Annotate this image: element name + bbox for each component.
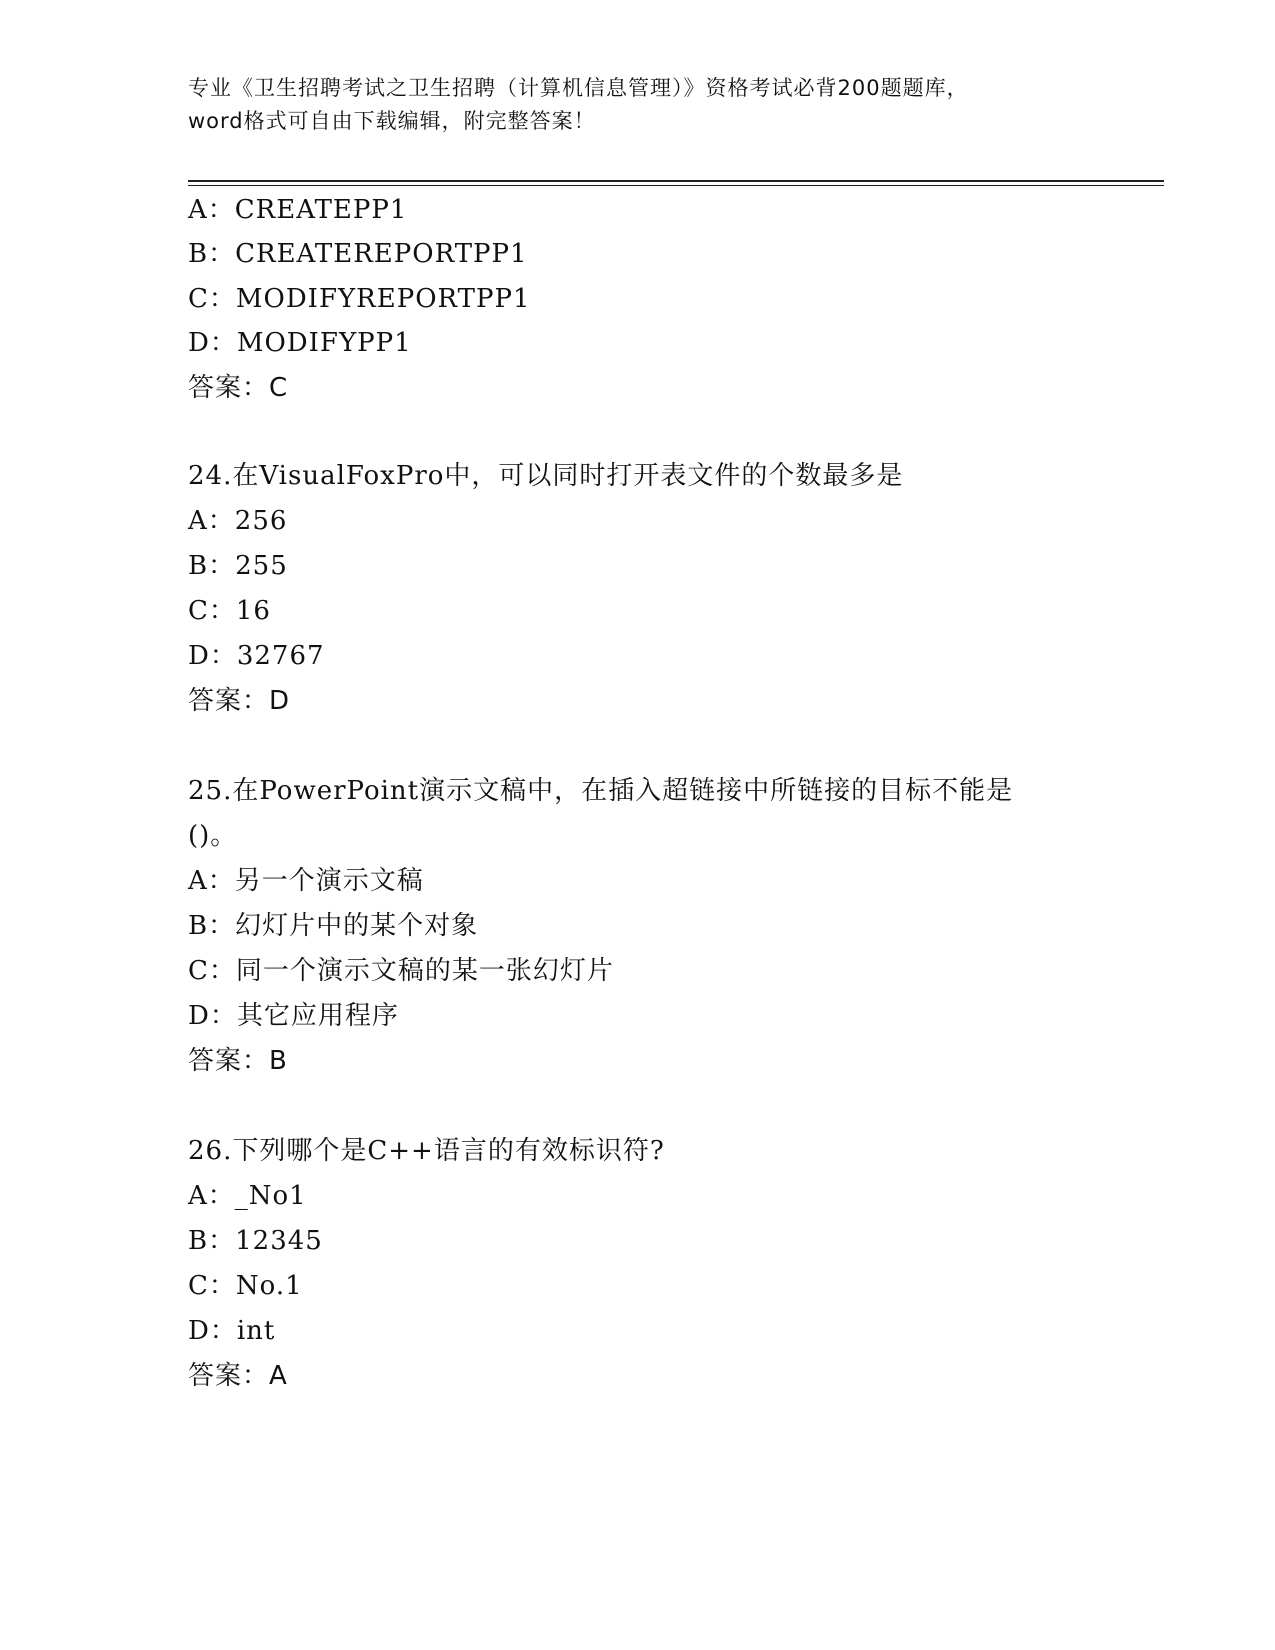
q26-option-d: D：int: [188, 1316, 276, 1346]
q25-answer: 答案：B: [188, 1046, 288, 1076]
q24-option-c: C：16: [188, 596, 271, 626]
q25-option-c: C：同一个演示文稿的某一张幻灯片: [188, 956, 614, 986]
q25-question-line-2: ()。: [188, 821, 238, 851]
header-line-2: word格式可自由下载编辑，附完整答案！: [188, 109, 596, 133]
q24-option-a: A：256: [188, 506, 288, 536]
q26-option-b: B：12345: [188, 1226, 323, 1256]
q23-option-a: A：CREATEPP1: [188, 195, 408, 225]
header-line-1: 专业《卫生招聘考试之卫生招聘（计算机信息管理）》资格考试必背200题题库，: [188, 76, 969, 100]
q25-option-d: D：其它应用程序: [188, 1001, 399, 1031]
q26-answer: 答案：A: [188, 1361, 288, 1391]
document-header: [188, 72, 1088, 138]
q23-option-b: B：CREATEREPORTPP1: [188, 239, 528, 269]
q24-answer: 答案：D: [188, 686, 291, 716]
q26-question: 26.下列哪个是C++语言的有效标识符?: [188, 1136, 665, 1166]
q25-question-line-1: 25.在PowerPoint演示文稿中，在插入超链接中所链接的目标不能是: [188, 776, 1014, 806]
q26-option-c: C：No.1: [188, 1271, 303, 1301]
header-divider-thick: [188, 180, 1164, 182]
q24-option-b: B：255: [188, 551, 288, 581]
q26-option-a: A：_No1: [188, 1181, 307, 1211]
q25-option-b: B：幻灯片中的某个对象: [188, 911, 479, 941]
q23-answer: 答案：C: [188, 373, 289, 403]
q24-option-d: D：32767: [188, 641, 325, 671]
q23-option-c: C：MODIFYREPORTPP1: [188, 284, 531, 314]
header-divider-thin: [188, 185, 1164, 186]
q25-option-a: A：另一个演示文稿: [188, 866, 424, 896]
q24-question: 24.在VisualFoxPro中，可以同时打开表文件的个数最多是: [188, 461, 904, 491]
q23-option-d: D：MODIFYPP1: [188, 328, 412, 358]
